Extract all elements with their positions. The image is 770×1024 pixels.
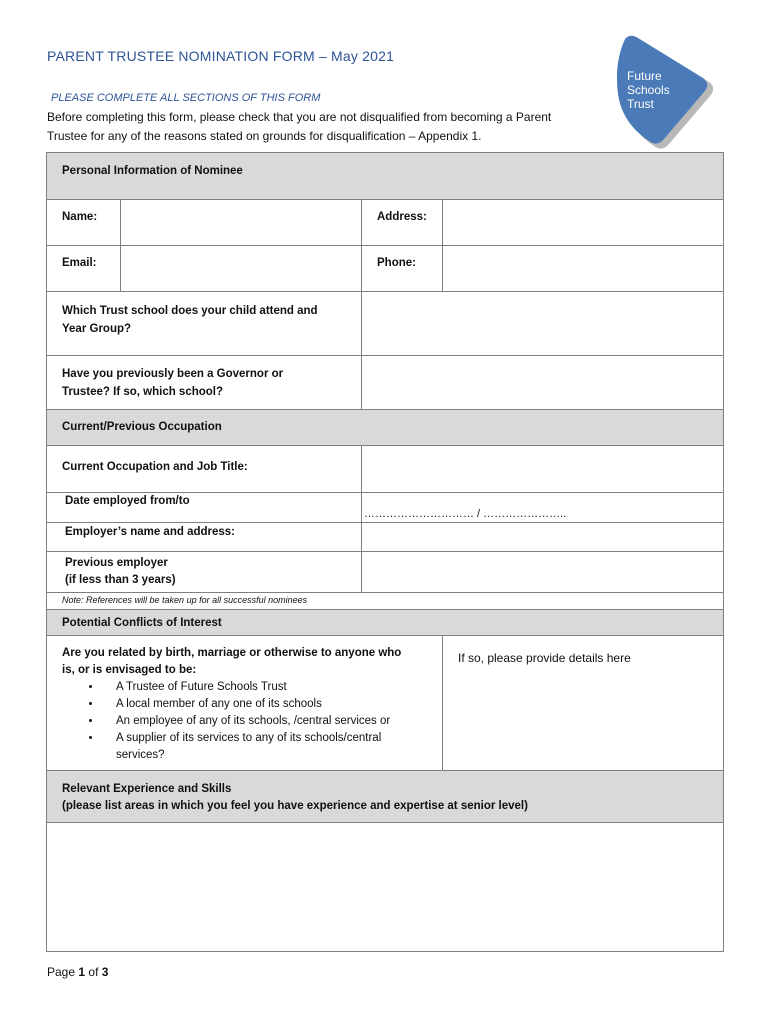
logo-text-line1: Future <box>627 69 662 83</box>
experience-heading: Relevant Experience and Skills <box>62 783 232 795</box>
previous-employer-row <box>47 552 724 593</box>
conflicts-bullet-list <box>62 679 412 764</box>
note-row <box>47 593 724 610</box>
references-note: Note: References will be taken up for all successful nominees <box>47 593 724 610</box>
date-employed-field[interactable]: ………………………… / ………………….. <box>362 493 724 523</box>
current-occupation-label: Current Occupation and Job Title: <box>47 446 362 493</box>
conflicts-row <box>47 636 724 771</box>
list-item: • A Trustee of Future Schools Trust <box>102 679 412 696</box>
governor-field[interactable] <box>362 356 724 410</box>
school-question: Which Trust school does your child attend and Year Group? <box>47 292 362 356</box>
address-label: Address: <box>362 200 443 246</box>
page-footer <box>47 965 108 979</box>
school-row <box>47 292 724 356</box>
phone-label: Phone: <box>362 246 443 292</box>
list-item: • An employee of any of its schools, /central services or <box>102 713 412 730</box>
logo-text-line3: Trust <box>627 97 654 111</box>
logo-text-line2: Schools <box>627 83 670 97</box>
list-item: • A local member of any one of its schools <box>102 696 412 713</box>
previous-employer-label: Previous employer <box>65 557 168 569</box>
personal-info-header-row <box>47 153 724 200</box>
conflicts-details-field[interactable]: If so, please provide details here <box>443 636 724 771</box>
name-field[interactable] <box>121 200 362 246</box>
governor-row <box>47 356 724 410</box>
employer-label: Employer’s name and address: <box>47 523 362 552</box>
email-field[interactable] <box>121 246 362 292</box>
experience-heading-cell <box>47 771 724 823</box>
current-occupation-row <box>47 446 724 493</box>
list-item: • A supplier of its services to any of its schools/central services? <box>102 730 412 764</box>
employer-row <box>47 523 724 552</box>
of-label: of <box>88 965 99 979</box>
future-schools-trust-logo <box>603 33 713 151</box>
conflicts-header-row <box>47 610 724 636</box>
experience-header-row <box>47 771 724 823</box>
name-address-row <box>47 200 724 246</box>
intro-text: Before completing this form, please check that you are not disqualified from becoming a Parent Trustee for any of the reasons stated on grounds for disqualification – Appendix 1. <box>47 110 552 143</box>
page-current: 1 <box>78 965 86 979</box>
conflicts-question-cell <box>47 636 443 771</box>
page-label: Page <box>47 965 76 979</box>
email-phone-row <box>47 246 724 292</box>
governor-question: Have you previously been a Governor or Trustee? If so, which school? <box>47 356 362 410</box>
previous-employer-cell <box>47 552 362 593</box>
personal-info-heading: Personal Information of Nominee <box>47 153 724 200</box>
conflicts-heading: Potential Conflicts of Interest <box>47 610 724 636</box>
name-label: Name: <box>47 200 121 246</box>
current-occupation-field[interactable] <box>362 446 724 493</box>
phone-field[interactable] <box>443 246 724 292</box>
form-title: PARENT TRUSTEE NOMINATION FORM – May 2021 <box>47 48 395 64</box>
date-employed-label: Date employed from/to <box>47 493 362 523</box>
previous-employer-sublabel: (if less than 3 years) <box>65 574 176 586</box>
employer-field[interactable] <box>362 523 724 552</box>
form-instruction: PLEASE COMPLETE ALL SECTIONS OF THIS FORM <box>51 92 321 104</box>
nomination-form-table <box>46 152 724 952</box>
page-total: 3 <box>101 965 109 979</box>
conflicts-question: Are you related by birth, marriage or otherwise to anyone who is, or is envisaged to be: <box>62 647 402 676</box>
occupation-header-row <box>47 410 724 446</box>
email-label: Email: <box>47 246 121 292</box>
date-employed-row <box>47 493 724 523</box>
previous-employer-field[interactable] <box>362 552 724 593</box>
occupation-heading: Current/Previous Occupation <box>47 410 724 446</box>
experience-field[interactable] <box>47 823 724 952</box>
experience-subheading: (please list areas in which you feel you have experience and expertise at senior level) <box>62 800 528 812</box>
experience-row <box>47 823 724 952</box>
school-field[interactable] <box>362 292 724 356</box>
address-field[interactable] <box>443 200 724 246</box>
